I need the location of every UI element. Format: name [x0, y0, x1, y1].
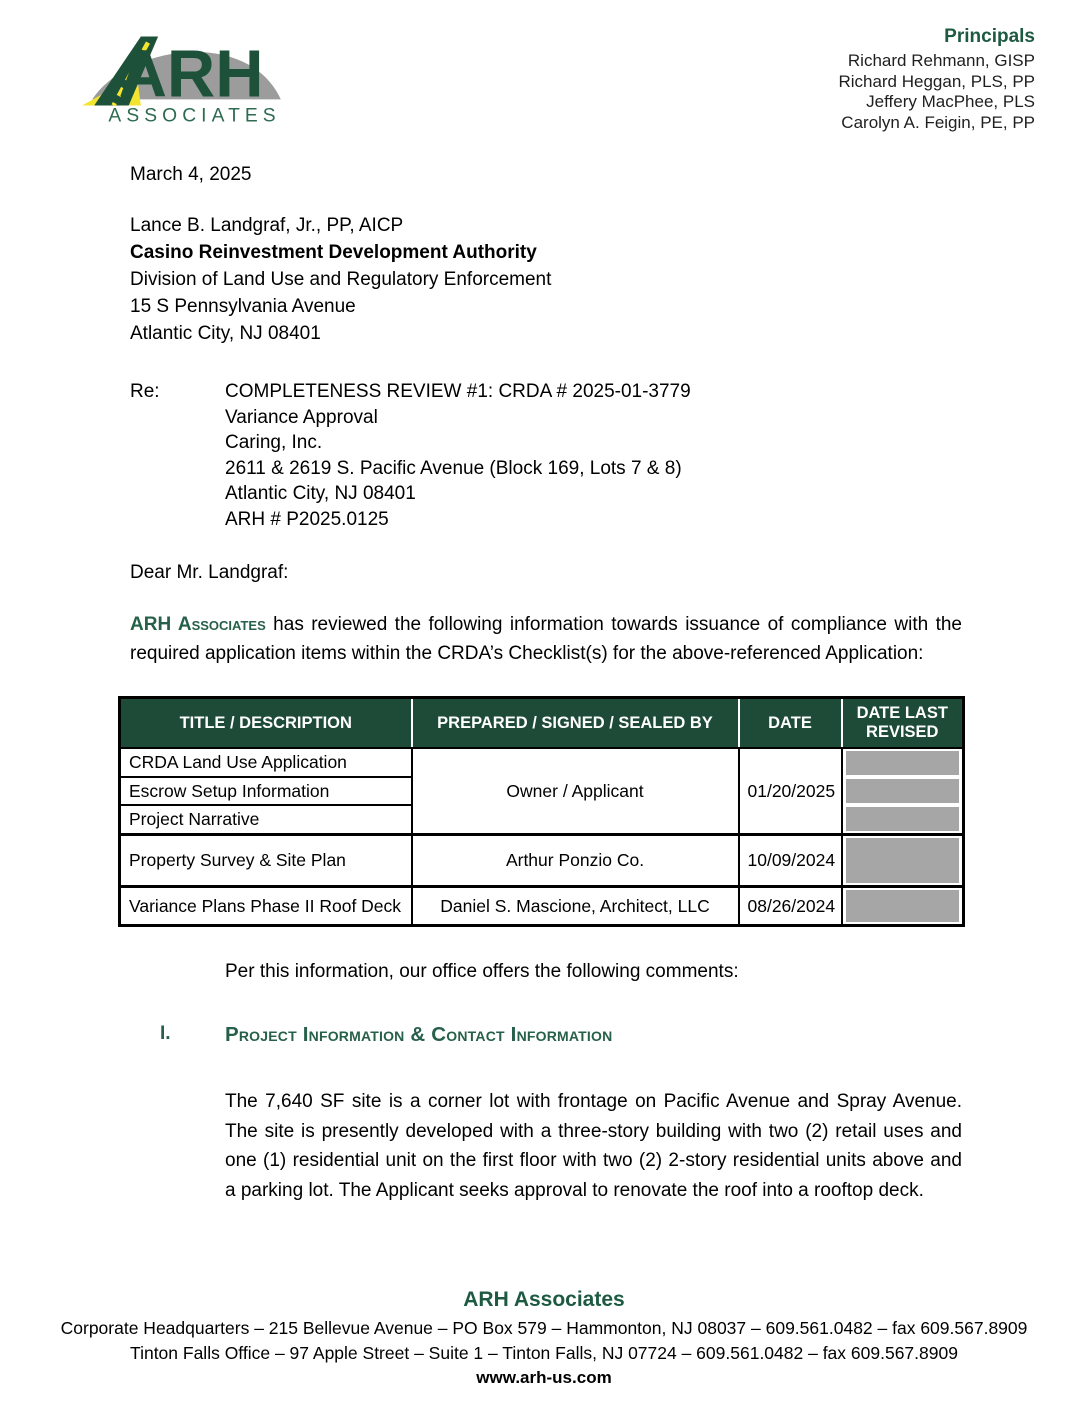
logo-subtext: ASSOCIATES	[108, 105, 281, 126]
principals-title: Principals	[944, 26, 1035, 47]
recipient-organization: Casino Reinvestment Development Authority	[130, 242, 537, 263]
empty-revised-box	[846, 890, 960, 922]
principal-name: Richard Heggan, PLS, PP	[838, 71, 1035, 91]
principal-name: Jeffery MacPhee, PLS	[866, 92, 1035, 111]
cell-date: 01/20/2025	[739, 748, 842, 835]
cell-date-last-revised	[842, 835, 964, 887]
table-row	[120, 835, 964, 887]
re-content	[225, 379, 691, 532]
cell-title: Property Survey & Site Plan	[120, 835, 412, 887]
col-header-title: TITLE / DESCRIPTION	[120, 698, 412, 749]
section-numeral: I.	[160, 1023, 171, 1044]
intro-text: has reviewed the following information towards issuance of compliance with the required application items within the CRDA’s Checklist(s) for the above-referenced Application:	[130, 614, 962, 664]
intro-company-name: ARH Associates	[130, 614, 266, 635]
empty-revised-box	[846, 779, 960, 803]
comments-intro-line: Per this information, our office offers the following comments:	[225, 961, 739, 982]
cell-date-last-revised	[842, 805, 964, 835]
salutation: Dear Mr. Landgraf:	[130, 562, 289, 583]
recipient-address-block	[130, 212, 962, 347]
intro-paragraph	[130, 610, 962, 668]
re-label: Re:	[130, 381, 160, 402]
table-row	[120, 887, 964, 926]
re-line: ARH # P2025.0125	[225, 508, 389, 530]
footer-hq-line: Corporate Headquarters – 215 Bellevue Avenue – PO Box 579 – Hammonton, NJ 08037 – 609.561.0482 – fax 609.567.8909	[60, 1318, 1028, 1338]
re-line: 2611 & 2619 S. Pacific Avenue (Block 169, Lots 7 & 8)	[225, 457, 682, 479]
cell-title: Escrow Setup Information	[120, 777, 412, 805]
cell-prepared-by: Daniel S. Mascione, Architect, LLC	[412, 887, 739, 926]
table-row	[120, 748, 964, 777]
recipient-division: Division of Land Use and Regulatory Enforcement	[130, 269, 552, 290]
recipient-name: Lance B. Landgraf, Jr., PP, AICP	[130, 215, 404, 236]
re-line: Caring, Inc.	[225, 432, 323, 453]
footer-website: www.arh-us.com	[476, 1368, 612, 1387]
logo-text: ARH	[118, 36, 264, 112]
principal-name: Richard Rehmann, GISP	[847, 51, 1035, 70]
checklist-table-wrap	[118, 696, 962, 927]
letter-date: March 4, 2025	[130, 164, 252, 185]
cell-prepared-by: Arthur Ponzio Co.	[412, 835, 739, 887]
cell-date-last-revised	[842, 777, 964, 805]
section-title: Project Information & Contact Information	[225, 1023, 613, 1046]
project-description-paragraph: The 7,640 SF site is a corner lot with frontage on Pacific Avenue and Spray Avenue. The site is presently developed with a three-story building with two (2) retail uses and one (1) residential unit on the first floor with two (2) 2-story residential units above and a parking lot. The Applicant seeks approval to renovate the roof into a rooftop deck.	[225, 1091, 962, 1201]
empty-revised-box	[846, 751, 960, 775]
checklist-table	[118, 696, 965, 927]
re-line: Atlantic City, NJ 08401	[225, 483, 416, 504]
re-line: Variance Approval	[225, 406, 378, 428]
cell-title: CRDA Land Use Application	[120, 748, 412, 777]
empty-revised-box	[846, 807, 960, 831]
cell-date: 08/26/2024	[739, 887, 842, 926]
table-header-row	[120, 698, 964, 749]
empty-revised-box	[846, 838, 960, 883]
letter-body	[130, 164, 962, 1205]
cell-title: Project Narrative	[120, 805, 412, 835]
re-block	[130, 379, 962, 532]
letter-footer	[0, 1288, 1088, 1388]
col-header-prepared: PREPARED / SIGNED / SEALED BY	[412, 698, 739, 749]
arh-logo	[78, 20, 293, 126]
footer-company-name: ARH Associates	[463, 1288, 625, 1311]
col-header-revised: DATE LAST REVISED	[842, 698, 964, 749]
recipient-street: 15 S Pennsylvania Avenue	[130, 296, 356, 317]
principals-block	[838, 20, 1035, 138]
col-header-date: DATE	[739, 698, 842, 749]
footer-office-line: Tinton Falls Office – 97 Apple Street – Suite 1 – Tinton Falls, NJ 07724 – 609.561.0482 – fax 609.567.8909	[130, 1343, 958, 1363]
cell-date-last-revised	[842, 887, 964, 926]
cell-date: 10/09/2024	[739, 835, 842, 887]
letterhead	[0, 0, 1088, 138]
section-heading	[160, 1023, 962, 1047]
cell-date-last-revised	[842, 748, 964, 777]
cell-title: Variance Plans Phase II Roof Deck	[120, 887, 412, 926]
recipient-city: Atlantic City, NJ 08401	[130, 323, 321, 344]
principal-name: Carolyn A. Feigin, PE, PP	[841, 112, 1035, 132]
cell-prepared-by: Owner / Applicant	[412, 748, 739, 835]
re-line: COMPLETENESS REVIEW #1: CRDA # 2025-01-3779	[225, 381, 691, 402]
